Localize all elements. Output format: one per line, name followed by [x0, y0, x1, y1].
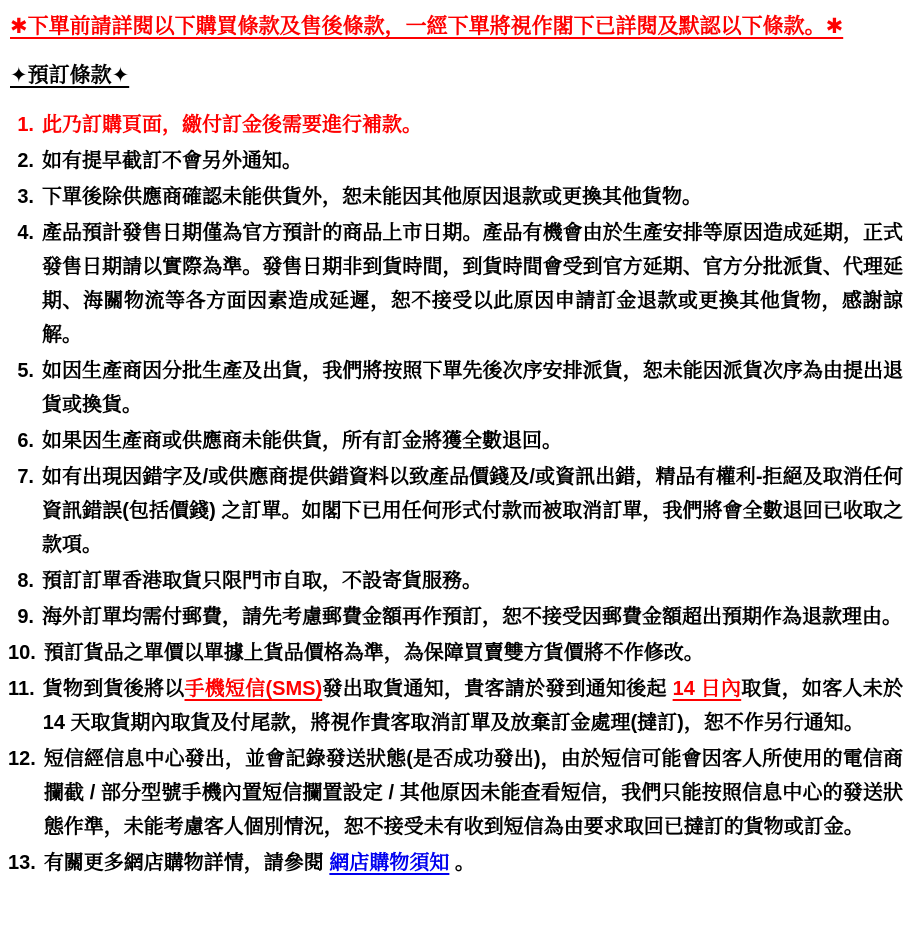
preorder-terms-section-title: ✦預訂條款✦	[10, 64, 130, 87]
term-item	[8, 846, 903, 880]
terms-list	[8, 108, 903, 880]
plain-text: 如有出現因錯字及/或供應商提供錯資料以致產品價錢及/或資訊出錯，精品有權利-拒絕及取消任何資訊錯誤(包括價錢) 之訂單。如閣下已用任何形式付款而被取消訂單，我們將會全數退回已收取之款項。	[42, 466, 903, 556]
sms-notice-highlight: 手機短信(SMS)	[184, 678, 323, 700]
term-number: 11.	[8, 678, 35, 700]
term-text	[44, 846, 903, 880]
plain-text: 預訂訂單香港取貨只限門市自取，不設寄貨服務。	[42, 570, 482, 592]
plain-text: 此乃訂購頁面，繳付訂金後需要進行補款。	[42, 114, 422, 136]
plain-text: 有關更多網店購物詳情，請參閱	[43, 852, 330, 874]
term-number: 2.	[17, 150, 34, 172]
term-text	[42, 216, 903, 352]
plain-text: 產品預計發售日期僅為官方預計的商品上市日期。產品有機會由於生產安排等原因造成延期，正式發售日期請以實際為準。發售日期非到貨時間，到貨時間會受到官方延期、官方分批派貨、代理延期、海關物流等各方面因素造成延遲，恕不接受以此原因申請訂金退款或更換其他貨物，感謝諒解。	[42, 222, 903, 346]
plain-text: 海外訂單均需付郵費，請先考慮郵費金額再作預訂，恕不接受因郵費金額超出預期作為退款理由。	[42, 606, 902, 628]
term-number: 12.	[8, 748, 36, 770]
term-number: 8.	[17, 570, 34, 592]
plain-text: 短信經信息中心發出，並會記錄發送狀態(是否成功發出)，由於短信可能會因客人所使用的電信商攔截 / 部分型號手機內置短信攔置設定 / 其他原因未能查看短信，我們只能按照信息中心的發送狀態作準，未能考慮客人個別情況，恕不接受未有收到短信為由要求取回已撻訂的貨物或訂金。	[43, 748, 903, 838]
plain-text: 取貨，如客人未於 14 天取貨期內取貨及付尾款，將視作貴客取消訂單及放棄訂金處理(撻訂)，恕不作另行通知。	[42, 678, 903, 734]
term-text	[42, 144, 903, 178]
term-number: 6.	[17, 430, 34, 452]
term-number: 10.	[8, 642, 36, 664]
plain-text: 。	[449, 852, 475, 874]
term-number: 5.	[17, 360, 34, 382]
term-item	[8, 460, 903, 562]
term-text	[44, 636, 903, 670]
term-item	[8, 636, 903, 670]
term-text	[42, 180, 903, 214]
term-item	[8, 672, 903, 740]
term-text	[43, 672, 903, 740]
plain-text: 下單後除供應商確認未能供貨外，恕未能因其他原因退款或更換其他貨物。	[42, 186, 702, 208]
term-number: 9.	[17, 606, 34, 628]
term-number: 4.	[17, 222, 34, 244]
term-item	[8, 424, 903, 458]
term-number: 13.	[8, 852, 36, 874]
term-text	[42, 108, 903, 142]
plain-text: 預訂貨品之單價以單據上貨品價格為準，為保障買賣雙方貨價將不作修改。	[43, 642, 704, 664]
term-item	[8, 108, 903, 142]
term-text	[42, 424, 903, 458]
term-item	[8, 354, 903, 422]
plain-text: 如果因生產商或供應商未能供貨，所有訂金將獲全數退回。	[42, 430, 562, 452]
term-item	[8, 144, 903, 178]
plain-text: 貨物到貨後將以	[42, 678, 185, 700]
term-number: 1.	[17, 114, 34, 136]
term-number: 3.	[17, 186, 34, 208]
term-item	[8, 564, 903, 598]
term-text	[42, 354, 903, 422]
term-number: 7.	[17, 466, 34, 488]
term-text	[44, 742, 903, 844]
plain-text: 如因生產商因分批生產及出貨，我們將按照下單先後次序安排派貨，恕未能因派貨次序為由提出退貨或換貨。	[42, 360, 903, 416]
term-text	[42, 564, 903, 598]
term-item	[8, 600, 903, 634]
term-item	[8, 742, 903, 844]
term-text	[42, 460, 903, 562]
pickup-deadline-highlight: 14 日內	[672, 678, 742, 700]
plain-text: 如有提早截訂不會另外通知。	[42, 150, 302, 172]
shop-guide-link[interactable]: 網店購物須知	[329, 852, 450, 874]
term-item	[8, 216, 903, 352]
plain-text: 發出取貨通知，貴客請於發到通知後起	[322, 678, 673, 700]
term-text	[42, 600, 903, 634]
term-item	[8, 180, 903, 214]
purchase-terms-warning-header: ✱下單前請詳閱以下購買條款及售後條款，一經下單將視作閣下已詳閱及默認以下條款。✱	[10, 15, 844, 38]
